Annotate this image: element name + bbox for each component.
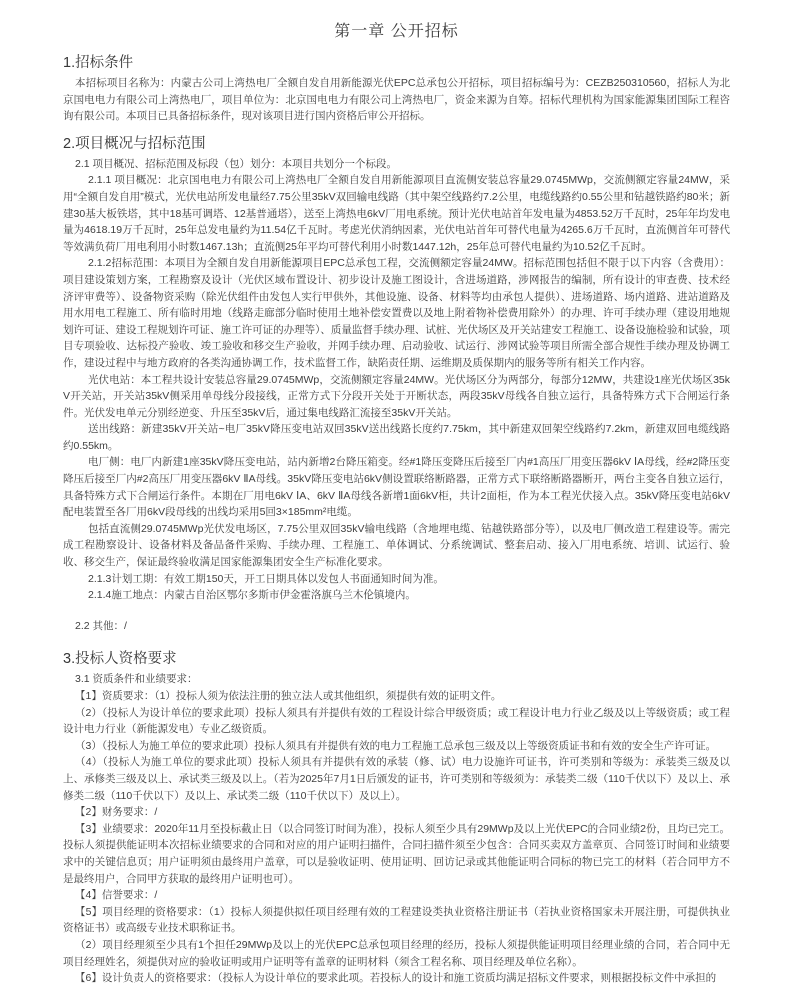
paragraph: 2.1 项目概况、招标范围及标段（包）划分：本项目共划分一个标段。	[75, 157, 398, 170]
paragraph: 光伏电站：本工程共设计安装总容量29.0745MWp，交流侧额定容量24MW。光伏场区分为两部分，每部分12MW，共建设1座光伏场区35kV开关站，开关站35kV侧采用单母线分段接线，正常方式下分段开关处于开断状态，两段35kV母线各自独立运行，具备特殊方式下合闸运行条件。光伏发电单元分别经逆变、升压至35kV后，通过集电线路汇流接至35kV开关站。	[63, 373, 730, 419]
paragraph: 【3】业绩要求：2020年11月至投标截止日（以合同签订时间为准），投标人须至少具有29MWp及以上光伏EPC的合同业绩2份，且均已完工。投标人须提供能证明本次招标业绩要求的合同和对应的用户证明扫描件，合同扫描件须至少包含：合同买卖双方盖章页、合同签订时间和业绩要求中的关键信息页；用户证明须由最终用户盖章，可以是验收证明、使用证明、回访记录或其他能证明合同标的物已完工的材料（若合同甲方不是最终用户，合同甲方获取的最终用户证明也可）。	[63, 822, 730, 885]
paragraph: 【4】信誉要求：/	[75, 889, 158, 902]
paragraph: 【2】财务要求：/	[75, 806, 158, 819]
paragraph: 3.1 资质条件和业绩要求：	[75, 673, 198, 686]
paragraph: 包括直流侧29.0745MWp光伏发电场区，7.75公里双回35kV输电线路（含地埋电缆、钻越铁路部分等），以及电厂侧改造工程建设等。需完成工程勘察设计、设备材料及备品备件采购、手续办理、工程施工、单体调试、分系统调试、整套启动、接入厂用电系统、培训、试运行、验收、移交生产，保证最终验收满足国家能源集团安全生产标准化要求。	[63, 522, 730, 569]
paragraph: 【1】资质要求：（1）投标人须为依法注册的独立法人或其他组织，须提供有效的证明文件。	[75, 690, 502, 702]
paragraph: 2.2 其他：/	[75, 619, 127, 632]
paragraph: （3）（投标人为施工单位的要求此项）投标人须具有并提供有效的电力工程施工总承包三级及以上等级资质证书和有效的安全生产许可证。	[75, 739, 717, 752]
paragraph: 【6】设计负责人的资格要求：（投标人为设计单位的要求此项。若投标人的设计和施工资质均满足招标文件要求，则根据投标文件中承担的	[75, 972, 717, 985]
paragraph: 送出线路：新建35kV开关站~电厂35kV降压变电站双回35kV送出线路长度约7.75km，其中新建双回架空线路约7.2km，新建双回电缆线路约0.55km。	[63, 423, 730, 452]
document-body	[63, 51, 730, 987]
paragraph: （2）（投标人为设计单位的要求此项）投标人须具有并提供有效的工程设计综合甲级资质；或工程设计电力行业乙级及以上等级资质；或工程设计电力行业（新能源发电）专业乙级资质。	[63, 706, 730, 736]
section-heading: 3.投标人资格要求	[63, 651, 177, 668]
section-heading: 2.项目概况与招标范围	[63, 135, 206, 152]
vertical-spacer	[63, 634, 730, 640]
vertical-spacer	[63, 604, 730, 618]
paragraph: （4）（投标人为施工单位的要求此项）投标人须具有并提供有效的承装（修、试）电力设施许可证书，许可类别和等级为：承装类三级及以上、承修类三级及以上、承试类三级及以上。（若为2025年7月1日后颁发的证书，许可类别和等级须为：承装类二级（110千伏以下）及以上、承修类二级（110千伏以下）及以上、承试类二级（110千伏以下）及以上）。	[63, 756, 730, 802]
paragraph: 2.1.3计划工期：有效工期150天，开工日期具体以发包人书面通知时间为准。	[88, 572, 444, 585]
paragraph: 电厂侧：电厂内新建1座35kV降压变电站，站内新增2台降压箱变。经#1降压变降压后接至厂内#1高压厂用变压器6kV ⅠA母线，经#2降压变降压后接至厂内#2高压厂用变压器6kV ⅡA母线。35kV降压变电站6kV侧设置联络断路器，正常方式下联络断路器断开，两台主变各自独立运行，具备特殊方式下合闸运行条件。本期在厂用电6kV ⅠA、6kV ⅡA母线各新增1面6kV柜，共计2面柜，作为本工程光伏接入点。35kV降压变电站6kV配电装置至各厂用6kV段母线的出线均采用5回3×185mm²电缆。	[63, 456, 730, 519]
paragraph: 本招标项目名称为：内蒙古公司上湾热电厂全额自发自用新能源光伏EPC总承包公开招标，项目招标编号为：CEZB250310560，招标人为北京国电电力有限公司上湾热电厂，项目单位为：北京国电电力有限公司上湾热电厂，资金来源为自筹。招标代理机构为国家能源集团国际工程咨询有限公司。本项目已具备招标条件，现对该项目进行国内资格后审公开招标。	[63, 77, 730, 123]
paragraph: 2.1.1 项目概况：北京国电电力有限公司上湾热电厂全额自发自用新能源项目直流侧安装总容量29.0745MWp，交流侧额定容量24MW，采用“全额自发自用”模式，光伏电站所发电量经7.75公里35kV双回输电线路（其中架空线路约7.2公里，电缆线路约0.55公里和钻越铁路约80米；新建30基大板铁塔，其中18基可调塔、12基普通塔），送至上湾热电6kV厂用电系统。预计光伏电站首年发电量为4853.52万千瓦时，25年年均发电量为4618.19万千瓦时，25年总发电量约为11.54亿千瓦时。考虑光伏消纳因素，光伏电站首年可替代电量为4265.6万千瓦时，直流侧首年可替代等效满负荷厂用电利用小时数1467.13h；直流侧25年平均可替代利用小时数1447.12h，25年总可替代电量约为10.52亿千瓦时。	[63, 174, 730, 253]
paragraph: 2.1.4施工地点：内蒙古自治区鄂尔多斯市伊金霍洛旗乌兰木伦镇境内。	[88, 589, 416, 602]
page-title: 第一章 公开招标	[334, 23, 459, 40]
paragraph: 【5】项目经理的资格要求：（1）投标人须提供拟任项目经理有效的工程建设类执业资格注册证书（若执业资格国家未开展注册，可提供执业资格证书）或高级专业技术职称证书。	[63, 905, 730, 935]
paragraph: （2）项目经理须至少具有1个担任29MWp及以上的光伏EPC总承包项目经理的经历，投标人须提供能证明项目经理业绩的合同，若合同中无项目经理姓名，须提供对应的验收证明或用户证明等有盖章的证明材料（须含工程名称、项目经理及单位名称）。	[63, 938, 730, 968]
section-heading: 1.招标条件	[63, 55, 134, 71]
paragraph: 2.1.2招标范围：本项目为全额自发自用新能源项目EPC总承包工程，交流侧额定容量24MW。招标范围包括但不限于以下内容（含费用）：项目建设策划方案，工程勘察及设计（光伏区域布置设计、初步设计及施工图设计，含进场道路，涉网报告的编制，所有设计的审查费、技术经济评审费等）、设备物资采购（除光伏组件由发包人实行甲供外，其他设施、设备、材料等均由承包人提供）、进场道路、场内道路、进站道路及用水用电工程施工、所有临时用地（线路走廊部分临时使用土地补偿安置费以及地上附着物补偿费用除外）的办理、许可手续办理（建设用地规划许可证、建设工程规划许可证、施工许可证的办理等）、质量监督手续办理、试桩、光伏场区及开关站建安工程施工、设备设施检验和试验，项目专项验收、达标投产验收、竣工验收和移交生产验收，并网手续办理、启动验收、试运行、涉网试验等项目所需全部合规性手续办理及协调工作，建设过程中与地方政府的各类沟通协调工作，技术监督工作，缺陷责任期、运维期及质保期内的服务等所有相关工作内容。	[63, 257, 730, 369]
